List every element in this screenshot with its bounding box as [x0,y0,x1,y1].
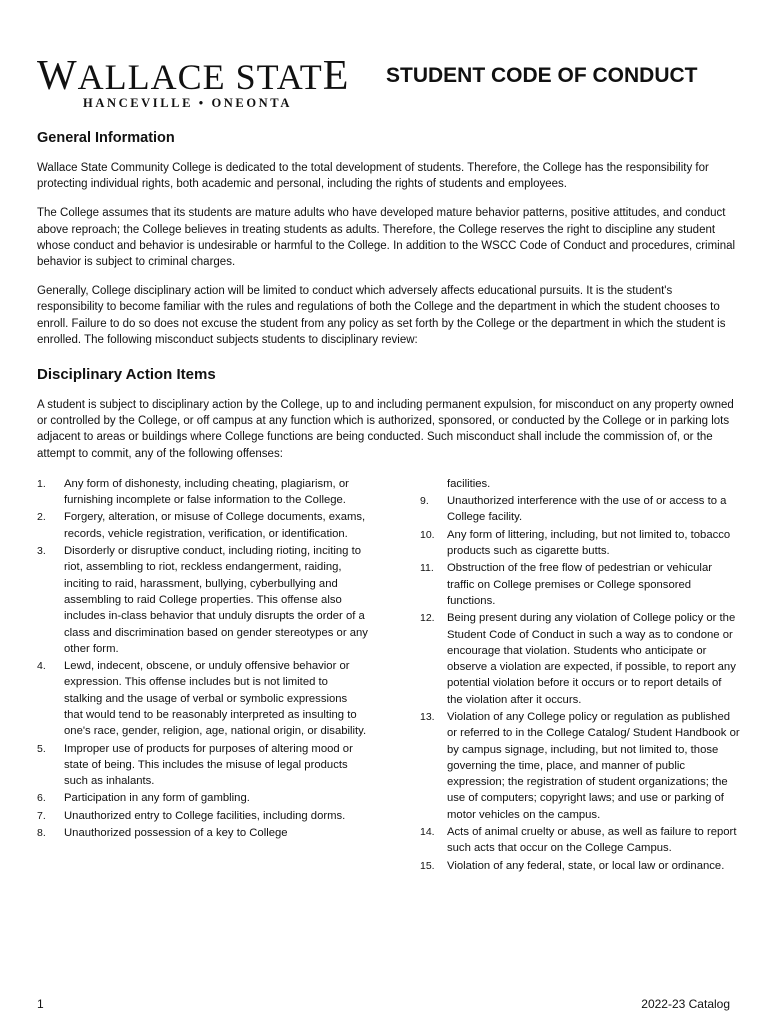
offense-text: Participation in any form of gambling. [64,792,250,805]
offense-text: Obstruction of the free flow of pedestrian or vehicular traffic on College premises or College sponsored functions. [447,562,712,607]
logo-wordmark: WALLACE STATE [37,53,350,99]
offense-list-right [420,493,740,874]
disciplinary-intro: A student is subject to disciplinary action by the College, up to and including permanent expulsion, for misconduct on any property owned or controlled by the College, or off campus at any function which is authorized, sponsored, or conducted by the College or in parking lots adjacent to areas or buildings where College functions are being conducted. Such misconduct shall include the commission of, or the attempt to commit, any of the following offenses: [37,399,734,460]
offense-item [420,824,740,857]
offense-text: Lewd, indecent, obscene, or unduly offensive behavior or expression. This offense includes but is not limited to stalking and the usage of verbal or symbolic expressions that would tend to be reasonably interpreted as insulting to one's race, gender, religion, age, national origin, or disability. [64,660,367,738]
offense-text: Unauthorized possession of a key to College [64,827,288,840]
offense-item [37,543,369,657]
offense-number: 15. [420,859,435,872]
general-paragraph-3: Generally, College disciplinary action will be limited to conduct which adversely affects educational pursuits. It is the student's responsibility to become familiar with the rules and regulations of both the College and the department in which the student chooses to enroll. Failure to do so does not excuse the student from any policy as set forth by the College or the department in which the student is enrolled. The following misconduct subjects students to disciplinary review: [37,285,726,346]
offense-item [420,709,740,823]
offense-number: 10. [420,528,435,541]
offense-text: Any form of dishonesty, including cheating, plagiarism, or furnishing incomplete or false information to the College. [64,477,349,507]
offense-item [420,560,740,609]
offense-text: Acts of animal cruelty or abuse, as well as failure to report such acts that occur on the College Campus. [447,826,737,855]
general-information-heading: General Information [37,130,175,146]
catalog-year: 2022-23 Catalog [641,997,730,1011]
offense-column-right [420,476,740,875]
page-number: 1 [37,997,44,1011]
logo-subtitle: HANCEVILLE • ONEONTA [83,96,292,110]
offense-number: 12. [420,612,435,625]
offense-column-left [37,476,369,875]
offense-item [37,790,369,806]
offense-number: 1. [37,477,46,490]
offense-number: 14. [420,826,435,839]
offense-8-continued: facilities. [447,477,491,490]
offense-number: 5. [37,742,46,755]
disciplinary-heading: Disciplinary Action Items [37,366,216,384]
offense-text: Improper use of products for purposes of altering mood or state of being. This includes the misuse of legal products such as inhalants. [64,742,353,788]
offense-text: Disorderly or disruptive conduct, including rioting, inciting to riot, assembling to riot, reckless endangerment, raiding, inciting to raid, harassment, bullying, cyberbullying and assembling to raid College properties. This offense also includes in-class behavior that unduly disrupts the order of a class and discrimination based on gender stereotypes or any other form. [64,545,368,655]
offense-text: Unauthorized interference with the use of or access to a College facility. [447,495,727,524]
offense-text: Violation of any College policy or regulation as published or referred to in the College Catalog/ Student Handbook or by campus signage, including, but not limited to, those governing the time, place, and manner of public expression; the registration of student organizations; the use of computers; copyright laws; and use or parking of motor vehicles on the campus. [447,711,740,821]
offense-number: 2. [37,511,46,524]
offense-item [420,527,740,560]
offense-item [37,509,369,542]
document-body [37,130,740,875]
offense-number: 6. [37,792,46,805]
offense-number: 3. [37,545,46,558]
offense-number: 9. [420,495,429,508]
offense-text: Unauthorized entry to College facilities, including dorms. [64,809,346,822]
offense-item [37,741,369,790]
offense-item [420,610,740,708]
offense-text: Violation of any federal, state, or local law or ordinance. [447,859,725,872]
offense-number: 7. [37,809,46,822]
offense-item [420,858,740,874]
offense-item [37,476,369,509]
college-logo [37,53,350,111]
general-paragraph-1: Wallace State Community College is dedicated to the total development of students. Therefore, the College has the responsibility for protecting individual rights, both academic and personal, including the rights of students and employees. [37,162,709,191]
offense-text: Forgery, alteration, or misuse of College documents, exams, records, vehicle registration, verification, or identification. [64,511,366,540]
offense-item [37,825,369,841]
offense-item [420,493,740,526]
offense-number: 4. [37,660,46,673]
offense-list-columns [37,476,740,875]
offense-number: 11. [420,562,434,575]
offense-number: 8. [37,827,46,840]
general-paragraph-2: The College assumes that its students are mature adults who have developed mature behavior patterns, positive attitudes, and conduct above reproach; the College believes in treating students as adults. Therefore, the College reserves the right to discipline any student whose conduct and behavior is undesirable or harmful to the College. In addition to the WSCC Code of Conduct and procedures, criminal behavior is subject to criminal charges. [37,207,736,269]
offense-text: Being present during any violation of College policy or the Student Code of Conduct in such a way as to condone or encourage that violation. Students who anticipate or observe a violation are expected, if possible, to report any potential violation before it occurs or to report details of the violation after it occurs. [447,612,736,706]
document-title: STUDENT CODE OF CONDUCT [386,64,698,87]
offense-number: 13. [420,711,435,723]
offense-list-left [37,476,369,842]
offense-text: Any form of littering, including, but not limited to, tobacco products such as cigarette butts. [447,528,731,558]
offense-item [37,658,369,739]
offense-item [37,808,369,824]
